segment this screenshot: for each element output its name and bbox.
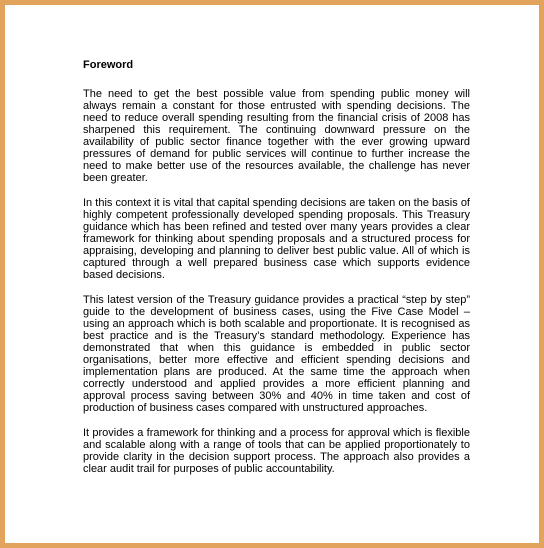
paragraph-4: It provides a framework for thinking and a process for approval which is flexible and scalable along with a range of tools that can be applied proportionately to provide clarity in the decision support process. The approach also provides a clear audit trail for purposes of public accountability. [83,427,470,475]
paragraph-1: The need to get the best possible value from spending public money will always remain a constant for those entrusted with spending decisions. The need to reduce overall spending resulting from the financial crisis of 2008 has sharpened this requirement. The continuing downward pressure on the availability of public sector finance together with the ever growing upward pressures of demand for public services will continue to further increase the need to make better use of the resources available, the challenge has never been greater. [83,88,470,184]
paragraph-2: In this context it is vital that capital spending decisions are taken on the basis of highly competent professionally developed spending proposals. This Treasury guidance which has been refined and tested over many years provides a clear framework for thinking about spending proposals and a structured process for appraising, developing and planning to deliver best public value. All of which is captured through a well prepared business case which supports evidence based decisions. [83,197,470,281]
document-page [83,59,470,488]
paragraph-3: This latest version of the Treasury guidance provides a practical “step by step” guide to the development of business cases, using the Five Case Model – using an approach which is both scalable and proportionate. It is recognised as best practice and is the Treasury’s standard methodology. Experience has demonstrated that when this guidance is embedded in public sector organisations, better more effective and efficient spending decisions and implementation plans are produced. At the same time the approach when correctly understood and applied provides a more efficient planning and approval process saving between 30% and 40% in time taken and cost of production of business cases compared with unstructured approaches. [83,294,470,414]
foreword-heading: Foreword [83,59,134,71]
